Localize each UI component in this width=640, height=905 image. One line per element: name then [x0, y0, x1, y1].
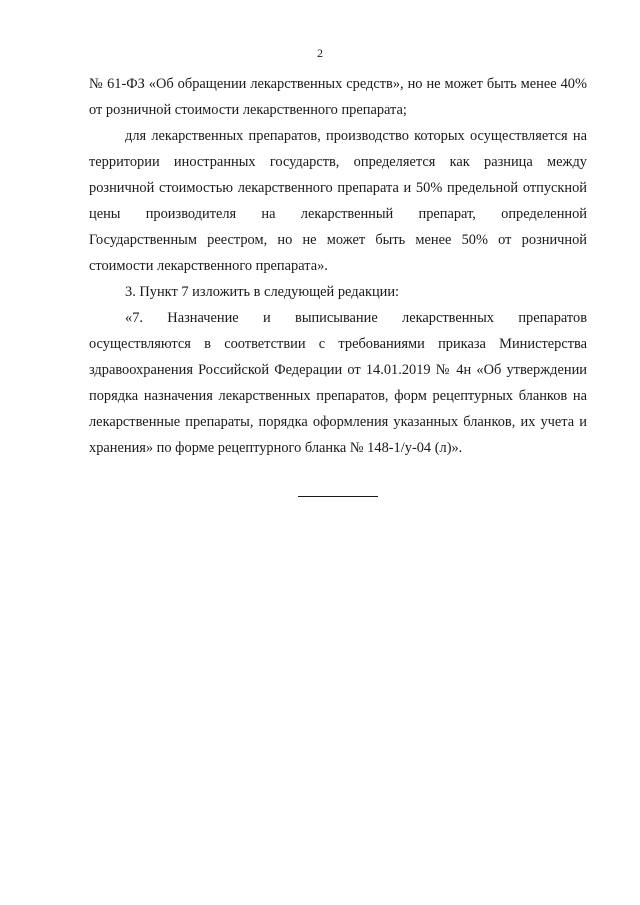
- paragraph-law-reference: № 61-ФЗ «Об обращении лекарственных средств», но не может быть менее 40% от розничной стоимости лекарственного препарата;: [89, 76, 587, 118]
- paragraph-foreign-drugs: для лекарственных препаратов, производство которых осуществляется на территории иностранных государств, определяется как разница между розничной стоимостью лекарственного препарата и 50% предельной отпускной цены производителя на лекарственный препарат, определенной Государственным реестром, но не может быть менее 50% от розничной стоимости лекарственного препарата».: [89, 128, 587, 274]
- closing-divider: [298, 496, 378, 497]
- page-number: 2: [317, 46, 323, 60]
- document-body: [89, 71, 587, 461]
- paragraph-item-7: «7. Назначение и выписывание лекарственных препаратов осуществляются в соответствии с требованиями приказа Министерства здравоохранения Российской Федерации от 14.01.2019 № 4н «Об утверждении порядка назначения лекарственных препаратов, форм рецептурных бланков на лекарственные препараты, порядка оформления указанных бланков, их учета и хранения» по форме рецептурного бланка № 148-1/у-04 (л)».: [89, 310, 587, 456]
- paragraph-item-3: 3. Пункт 7 изложить в следующей редакции:: [125, 284, 400, 300]
